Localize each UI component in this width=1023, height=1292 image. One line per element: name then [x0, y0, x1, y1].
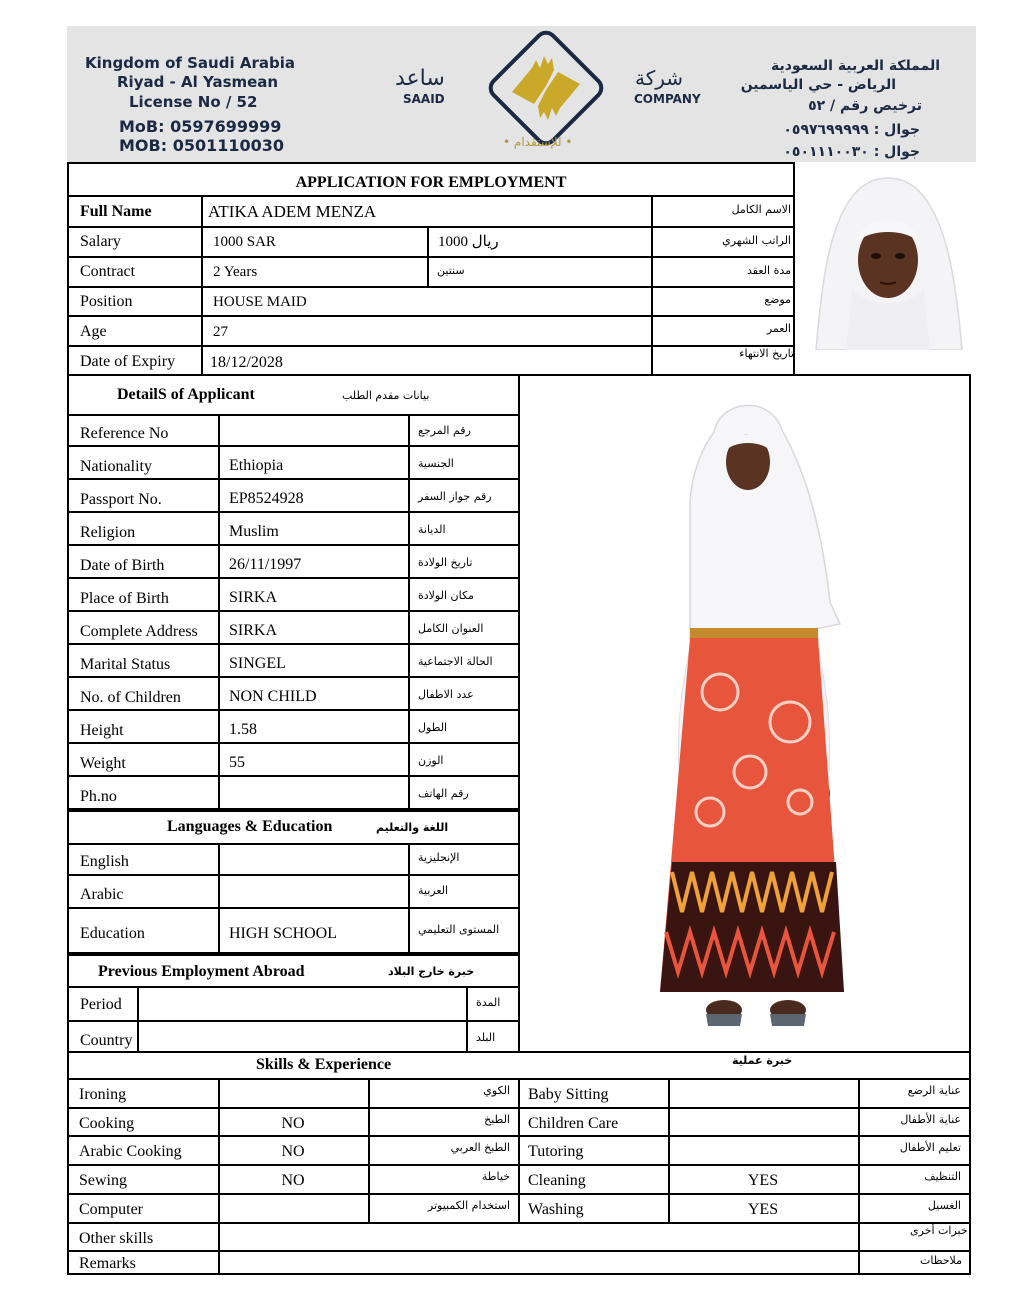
skills-heading: Skills & Experience [256, 1056, 392, 1073]
detail-value: EP8524928 [229, 490, 304, 507]
skill-right-label: Children Care [528, 1115, 619, 1132]
detail-label: Ph.no [80, 788, 117, 805]
full-length-photo [650, 392, 856, 1040]
fullname-value: ATIKA ADEM MENZA [208, 202, 377, 221]
language-label-ar: المستوى التعليمي [418, 923, 500, 936]
detail-label-ar: الحالة الاجتماعية [418, 655, 493, 668]
detail-label-ar: الطول [418, 721, 448, 734]
detail-value: 55 [229, 754, 245, 771]
logo-company-ar: شركة [635, 66, 684, 90]
detail-label-ar: رقم جواز السفر [418, 490, 492, 503]
skill-left-label-ar: الكوي [483, 1084, 510, 1097]
detail-label-ar: الديانة [418, 523, 446, 536]
detail-label: Marital Status [80, 656, 171, 673]
form-title: APPLICATION FOR EMPLOYMENT [295, 174, 567, 191]
skills-heading-ar: خبرة عملية [732, 1054, 793, 1067]
detail-label: Passport No. [80, 491, 162, 508]
detail-label-ar: رقم الهاتف [418, 787, 469, 800]
detail-value: 1.58 [229, 721, 257, 738]
skill-right-label: Baby Sitting [528, 1086, 609, 1103]
details-heading: DetailS of Applicant [117, 386, 255, 403]
detail-label: Date of Birth [80, 557, 165, 574]
skill-right-label-ar: عناية الرضع [907, 1084, 961, 1097]
previous-heading-ar: خبرة خارج البلاد [388, 965, 475, 978]
detail-label: No. of Children [80, 689, 181, 706]
detail-label: Complete Address [80, 623, 198, 640]
language-label-ar: الإنجليزية [418, 851, 460, 864]
skill-left-label: Arabic Cooking [79, 1143, 182, 1160]
language-label: Education [80, 924, 145, 942]
detail-value: Ethiopia [229, 457, 284, 474]
skill-right-value: YES [747, 1201, 779, 1218]
language-value: HIGH SCHOOL [229, 924, 337, 942]
skill-right-label-ar: الغسيل [927, 1199, 961, 1212]
skill-right-value: YES [747, 1172, 779, 1189]
detail-label: Height [80, 722, 124, 739]
letterhead-license-ar: ترخيص رقم / ٥٢ [808, 98, 922, 114]
skill-left-label-ar: الطبخ العربي [450, 1141, 510, 1154]
detail-label-ar: رقم المرجع [418, 424, 471, 437]
detail-value: Muslim [229, 523, 279, 540]
detail-label-ar: الوزن [418, 754, 444, 767]
letterhead-city-ar: الرياض - حي الياسمين [740, 77, 896, 93]
letterhead-country-ar: المملكة العربية السعودية [771, 58, 940, 74]
letterhead-city: Riyad - Al Yasmean [117, 73, 279, 91]
language-label: English [80, 852, 129, 870]
languages-heading: Languages & Education [167, 818, 333, 835]
skill-left-value: NO [281, 1115, 305, 1132]
letterhead-license: License No / 52 [129, 93, 258, 111]
letterhead [67, 26, 976, 162]
detail-label: Place of Birth [80, 590, 169, 607]
detail-value: SINGEL [229, 655, 286, 672]
detail-label-ar: العنوان الكامل [418, 622, 484, 635]
logo-saaid-ar: ساعد [395, 66, 445, 91]
detail-label-ar: الجنسية [418, 457, 454, 470]
logo-tagline-ar: • للإستقدام • [503, 135, 573, 149]
skill-left-value: NO [281, 1172, 305, 1189]
skill-left-label: Computer [79, 1201, 143, 1218]
letterhead-mobile-2-ar: جوال : ٠٥٠١١١٠٠٣٠ [783, 144, 920, 160]
detail-value: NON CHILD [229, 688, 317, 705]
details-heading-ar: بيانات مقدم الطلب [342, 389, 430, 402]
detail-label: Reference No [80, 425, 169, 442]
logo-company-en: COMPANY [634, 92, 701, 106]
skill-left-value: NO [281, 1143, 305, 1160]
detail-value: 26/11/1997 [229, 556, 302, 573]
letterhead-mobile-2: MOB: 0501110030 [119, 136, 285, 155]
letterhead-mobile-1-ar: جوال : ٠٥٩٧٦٩٩٩٩٩ [783, 122, 920, 138]
previous-heading: Previous Employment Abroad [98, 963, 305, 980]
letterhead-mobile-1: MoB: 0597699999 [119, 117, 282, 136]
skill-left-label-ar: خياطة [481, 1170, 510, 1183]
detail-label: Nationality [80, 458, 152, 475]
skill-right-label: Cleaning [528, 1172, 586, 1189]
skill-left-label: Cooking [79, 1115, 135, 1132]
skill-left-label-ar: الطبخ [484, 1113, 510, 1126]
company-logo-hands-icon [482, 30, 610, 150]
skill-right-label: Tutoring [528, 1143, 584, 1160]
skill-right-label-ar: تعليم الأطفال [899, 1141, 961, 1154]
detail-label-ar: عدد الاطفال [418, 688, 474, 701]
detail-label-ar: تاريخ الولادة [418, 556, 473, 569]
skill-right-label-ar: التنظيف [924, 1170, 961, 1183]
logo-saaid-en: SAAID [403, 92, 445, 106]
letterhead-country: Kingdom of Saudi Arabia [85, 54, 295, 72]
detail-value: SIRKA [229, 622, 278, 639]
detail-value: SIRKA [229, 589, 278, 606]
detail-label: Religion [80, 524, 136, 541]
skill-left-label: Ironing [79, 1086, 127, 1103]
skill-right-label: Washing [528, 1201, 584, 1218]
portrait-photo [806, 168, 968, 350]
languages-heading-ar: اللغة والتعليم [376, 821, 449, 834]
skill-right-label-ar: عناية الأطفال [900, 1113, 961, 1126]
language-label: Arabic [80, 885, 124, 903]
language-label-ar: العربية [418, 884, 449, 897]
skill-left-label: Sewing [79, 1172, 127, 1189]
detail-label-ar: مكان الولادة [418, 589, 474, 602]
detail-label: Weight [80, 755, 126, 772]
skill-left-label-ar: استخدام الكمبيوتر [427, 1199, 510, 1212]
